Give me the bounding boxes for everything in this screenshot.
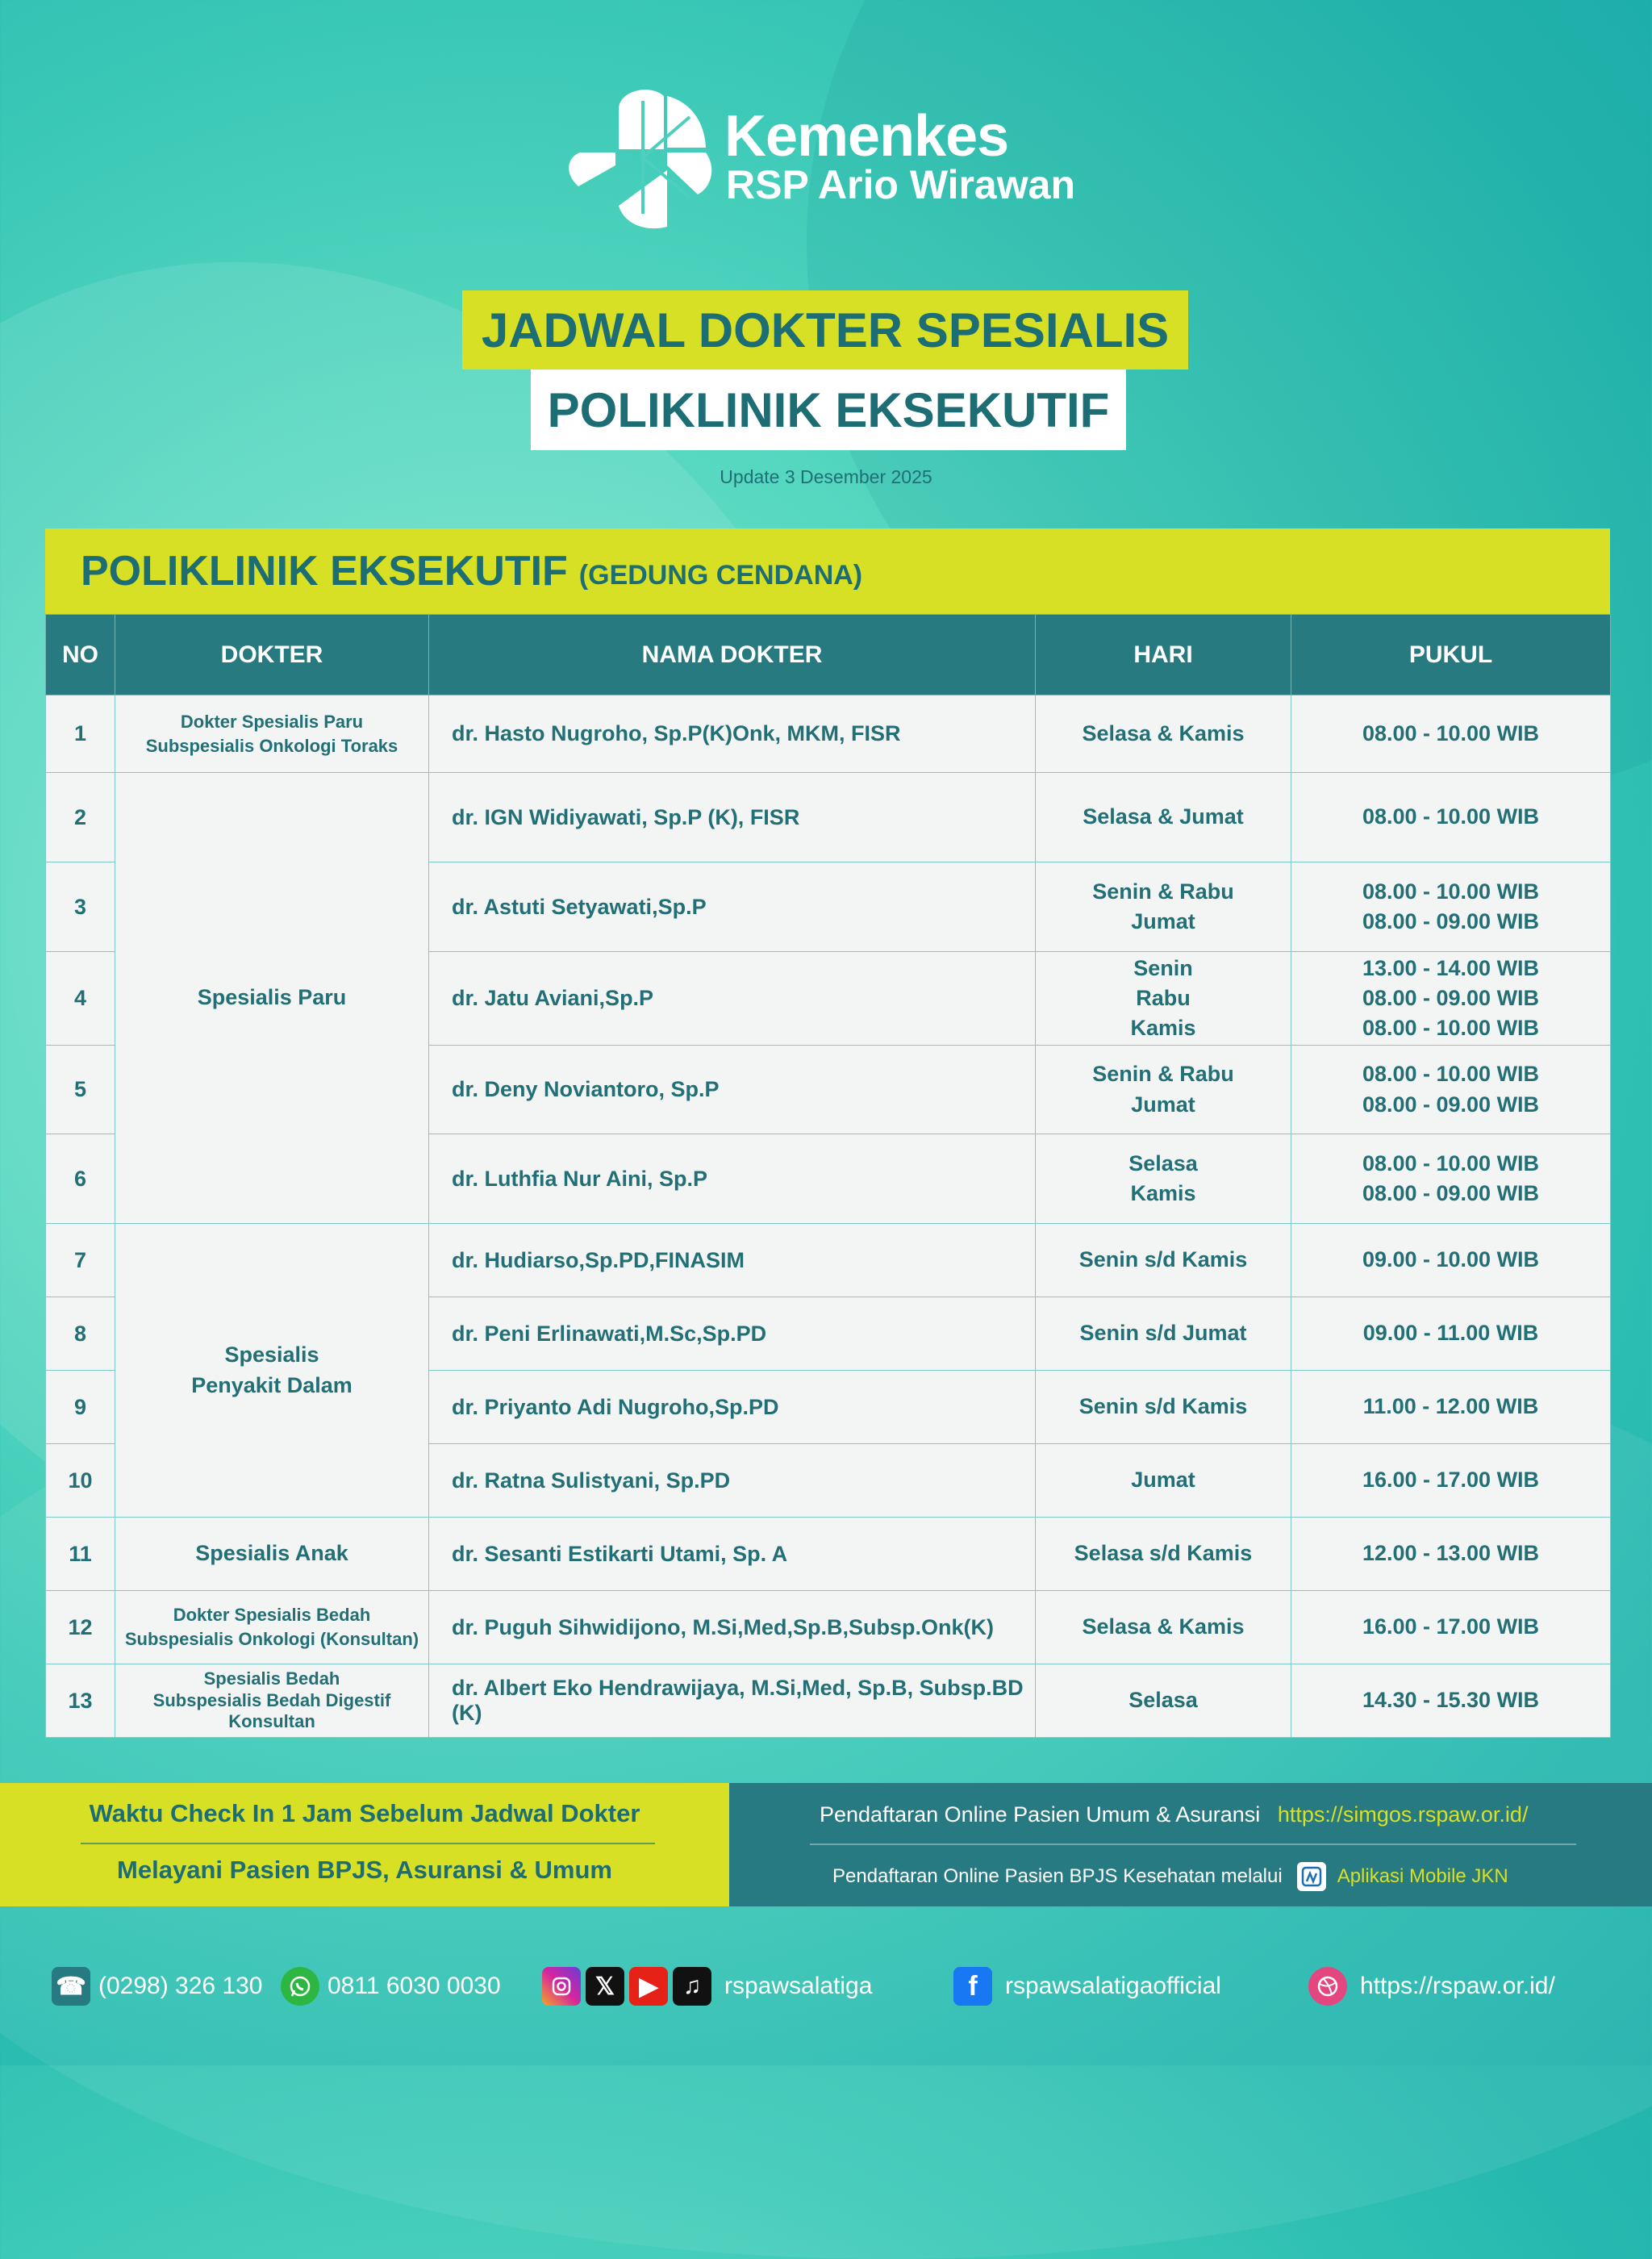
table-row	[46, 1518, 1611, 1591]
doctor-name: dr. Puguh Sihwidijono, M.Si,Med,Sp.B,Subsp.Onk(K)	[429, 1591, 1036, 1664]
page-subtitle: POLIKLINIK EKSEKUTIF	[531, 370, 1126, 450]
schedule-day: Selasa & Jumat	[1036, 773, 1291, 862]
row-no: 3	[46, 862, 115, 952]
facebook-handle: rspawsalatigaofficial	[1005, 1973, 1221, 1999]
doctor-name: dr. Priyanto Adi Nugroho,Sp.PD	[429, 1371, 1036, 1444]
doctor-name: dr. Sesanti Estikarti Utami, Sp. A	[429, 1518, 1036, 1591]
facebook-contact[interactable]	[953, 1967, 1221, 2006]
doctor-name: dr. Luthfia Nur Aini, Sp.P	[429, 1134, 1036, 1224]
schedule-day: Jumat	[1036, 1444, 1291, 1518]
col-header-dokter: DOKTER	[115, 615, 429, 695]
doctor-name: dr. Peni Erlinawati,M.Sc,Sp.PD	[429, 1297, 1036, 1371]
whatsapp-contact[interactable]	[281, 1967, 501, 2006]
patients-note: Melayani Pasien BPJS, Asuransi & Umum	[117, 1856, 612, 1884]
specialty-cell: Dokter Spesialis Bedah Subspesialis Onkologi (Konsultan)	[115, 1591, 429, 1664]
doctor-name: dr. Albert Eko Hendrawijaya, M.Si,Med, Sp.B, Subsp.BD (K)	[429, 1664, 1036, 1738]
schedule-day: Senin Rabu Kamis	[1036, 952, 1291, 1046]
schedule-time: 14.30 - 15.30 WIB	[1291, 1664, 1611, 1738]
table-row	[46, 695, 1611, 773]
doctor-name: dr. IGN Widiyawati, Sp.P (K), FISR	[429, 773, 1036, 862]
schedule-time: 08.00 - 10.00 WIB 08.00 - 09.00 WIB	[1291, 1046, 1611, 1134]
schedule-day: Selasa & Kamis	[1036, 1591, 1291, 1664]
phone-contact[interactable]	[52, 1967, 263, 2006]
kemenkes-logo-icon	[569, 85, 714, 230]
row-no: 9	[46, 1371, 115, 1444]
table-row	[46, 1591, 1611, 1664]
phone-number: (0298) 326 130	[98, 1973, 263, 1999]
row-no: 2	[46, 773, 115, 862]
online-registration-label: Pendaftaran Online Pasien Umum & Asuransi	[820, 1802, 1261, 1827]
specialty-cell: Spesialis Penyakit Dalam	[115, 1224, 429, 1518]
doctor-name: dr. Hasto Nugroho, Sp.P(K)Onk, MKM, FISR	[429, 695, 1036, 773]
mobile-jkn-icon	[1297, 1862, 1326, 1891]
table-row	[46, 773, 1611, 862]
row-no: 4	[46, 952, 115, 1046]
mobile-jkn-link[interactable]: Aplikasi Mobile JKN	[1337, 1865, 1508, 1887]
row-no: 1	[46, 695, 115, 773]
checkin-info-panel	[0, 1783, 729, 1906]
schedule-time: 08.00 - 10.00 WIB	[1291, 773, 1611, 862]
registration-info-panel	[729, 1783, 1652, 1906]
social-handle: rspawsalatiga	[724, 1973, 873, 1999]
col-header-no: NO	[46, 615, 115, 695]
doctor-name: dr. Jatu Aviani,Sp.P	[429, 952, 1036, 1046]
x-twitter-icon[interactable]: 𝕏	[586, 1967, 624, 2006]
schedule-time: 12.00 - 13.00 WIB	[1291, 1518, 1611, 1591]
schedule-time: 09.00 - 11.00 WIB	[1291, 1297, 1611, 1371]
update-date: Update 3 Desember 2025	[720, 466, 932, 487]
schedule-day: Senin s/d Kamis	[1036, 1371, 1291, 1444]
brand-subtitle: RSP Ario Wirawan	[726, 162, 1075, 207]
table-row	[46, 1664, 1611, 1738]
website-contact[interactable]	[1308, 1967, 1555, 2006]
schedule-table	[45, 614, 1611, 1738]
specialty-cell: Spesialis Paru	[115, 773, 429, 1224]
youtube-icon[interactable]: ▶	[629, 1967, 668, 2006]
schedule-day: Senin s/d Kamis	[1036, 1224, 1291, 1297]
col-header-pukul: PUKUL	[1291, 615, 1611, 695]
social-links[interactable]	[542, 1967, 872, 2006]
phone-icon: ☎	[52, 1967, 90, 2006]
specialty-cell: Dokter Spesialis Paru Subspesialis Onkologi Toraks	[115, 695, 429, 773]
col-header-nama: NAMA DOKTER	[429, 615, 1036, 695]
website-url: https://rspaw.or.id/	[1360, 1973, 1555, 1999]
brand-name: Kemenkes	[724, 104, 1009, 169]
contacts-bar	[0, 1967, 1652, 2015]
row-no: 6	[46, 1134, 115, 1224]
schedule-day: Senin & Rabu Jumat	[1036, 1046, 1291, 1134]
specialty-cell: Spesialis Bedah Subspesialis Bedah Digestif Konsultan	[115, 1664, 429, 1738]
table-row	[46, 1224, 1611, 1297]
schedule-time: 08.00 - 10.00 WIB 08.00 - 09.00 WIB	[1291, 862, 1611, 952]
schedule-time: 08.00 - 10.00 WIB 08.00 - 09.00 WIB	[1291, 1134, 1611, 1224]
schedule-day: Selasa Kamis	[1036, 1134, 1291, 1224]
whatsapp-icon	[281, 1967, 319, 2006]
doctor-name: dr. Ratna Sulistyani, Sp.PD	[429, 1444, 1036, 1518]
row-no: 5	[46, 1046, 115, 1134]
schedule-day: Selasa	[1036, 1664, 1291, 1738]
page-title: JADWAL DOKTER SPESIALIS	[462, 290, 1188, 370]
facebook-icon: f	[953, 1967, 992, 2006]
schedule-day: Selasa s/d Kamis	[1036, 1518, 1291, 1591]
doctor-name: dr. Hudiarso,Sp.PD,FINASIM	[429, 1224, 1036, 1297]
schedule-time: 16.00 - 17.00 WIB	[1291, 1591, 1611, 1664]
table-header-row	[46, 615, 1611, 695]
schedule-time: 09.00 - 10.00 WIB	[1291, 1224, 1611, 1297]
row-no: 10	[46, 1444, 115, 1518]
specialty-cell: Spesialis Anak	[115, 1518, 429, 1591]
schedule-day: Selasa & Kamis	[1036, 695, 1291, 773]
section-header	[45, 528, 1610, 614]
row-no: 12	[46, 1591, 115, 1664]
schedule-time: 16.00 - 17.00 WIB	[1291, 1444, 1611, 1518]
schedule-day: Senin s/d Jumat	[1036, 1297, 1291, 1371]
section-subtitle: (GEDUNG CENDANA)	[578, 559, 863, 591]
bpjs-registration-label: Pendaftaran Online Pasien BPJS Kesehatan melalui	[832, 1865, 1283, 1887]
checkin-note: Waktu Check In 1 Jam Sebelum Jadwal Dokter	[89, 1799, 640, 1827]
globe-icon	[1308, 1967, 1347, 2006]
whatsapp-number: 0811 6030 0030	[327, 1973, 501, 1999]
row-no: 13	[46, 1664, 115, 1738]
schedule-day: Senin & Rabu Jumat	[1036, 862, 1291, 952]
row-no: 8	[46, 1297, 115, 1371]
col-header-hari: HARI	[1036, 615, 1291, 695]
schedule-time: 13.00 - 14.00 WIB 08.00 - 09.00 WIB 08.00 - 10.00 WIB	[1291, 952, 1611, 1046]
section-title: POLIKLINIK EKSEKUTIF	[81, 548, 568, 595]
doctor-name: dr. Deny Noviantoro, Sp.P	[429, 1046, 1036, 1134]
simgos-link[interactable]: https://simgos.rspaw.or.id/	[1277, 1802, 1529, 1827]
doctor-name: dr. Astuti Setyawati,Sp.P	[429, 862, 1036, 952]
instagram-icon[interactable]	[542, 1967, 581, 2006]
row-no: 11	[46, 1518, 115, 1591]
tiktok-icon[interactable]: ♫	[673, 1967, 711, 2006]
row-no: 7	[46, 1224, 115, 1297]
schedule-time: 11.00 - 12.00 WIB	[1291, 1371, 1611, 1444]
schedule-time: 08.00 - 10.00 WIB	[1291, 695, 1611, 773]
